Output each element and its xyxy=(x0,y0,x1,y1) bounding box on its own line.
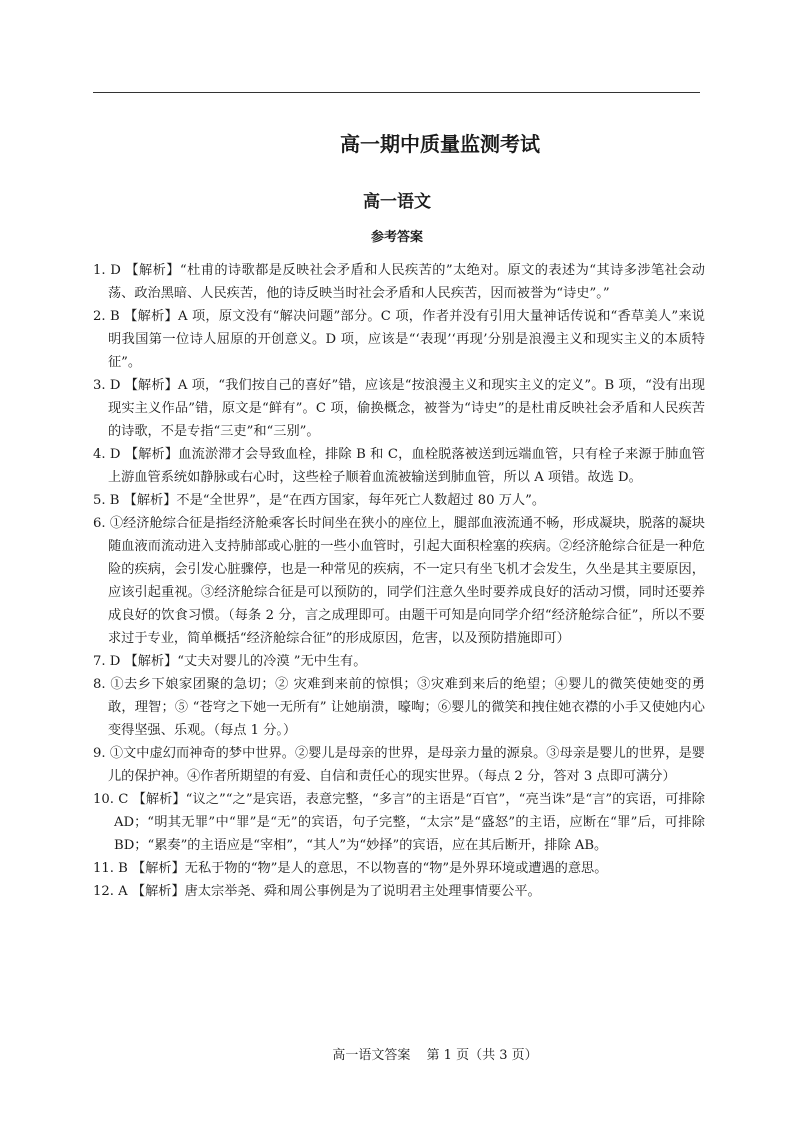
answer-item-12: 12. A 【解析】唐太宗举尧、舜和周公事例是为了说明君主处理事情要公平。 xyxy=(93,884,541,899)
answer-list xyxy=(93,259,705,903)
answer-item-10: 10. C 【解析】“议之”“之”是宾语，表意完整，“多言”的主语是“百官”，“亮当诛”是“言”的宾语，可排除 AD；“明其无罪”中“罪”是“无”的宾语，句子完整，“太宗”是“盛怒”的主语，应断在“罪”后，可排除 BD；“累奏”的主语应是“宰相”，“其人”为“妙择”的宾语，应在其后断开，排除 AB。 xyxy=(93,792,705,853)
answer-item-9: 9. ①文中虚幻而神奇的梦中世界。②婴儿是母亲的世界，是母亲力量的源泉。③母亲是婴儿的世界，是婴儿的保护神。④作者所期望的有爱、自信和责任心的现实世界。（每点 2 分，答对 3 点即可满分） xyxy=(93,746,705,784)
answer-item-5: 5. B 【解析】不是“全世界”，是“在西方国家，每年死亡人数超过 80 万人”。 xyxy=(93,493,546,508)
answer-item-1: 1. D 【解析】“杜甫的诗歌都是反映社会矛盾和人民疾苦的”太绝对。原文的表述为“其诗多涉笔社会动荡、政治黑暗、人民疾苦，他的诗反映当时社会矛盾和人民疾苦，因而被誉为“诗史”。” xyxy=(93,263,705,301)
answer-heading: 参考答案 xyxy=(370,230,423,245)
exam-title: 高一期中质量监测考试 xyxy=(340,132,540,156)
answer-item-6: 6. ①经济舱综合征是指经济舱乘客长时间坐在狭小的座位上，腿部血液流通不畅，形成凝块，脱落的凝块随血液而流动进入支持肺部或心脏的一些小血管时，引起大面积栓塞的疾病。②经济舱综合征是一种危险的疾病，会引发心脏骤停，也是一种常见的疾病，不一定只有坐飞机才会发生，久坐是其主要原因，应该引起重视。③经济舱综合征是可以预防的，同学们注意久坐时要养成良好的活动习惯，同时还要养成良好的饮食习惯。（每条 2 分，言之成理即可。由题干可知是向同学介绍“经济舱综合征”，所以不要求过于专业，简单概括“经济舱综合征”的形成原因，危害，以及预防措施即可） xyxy=(93,516,705,646)
answer-item-3: 3. D 【解析】A 项，“我们按自己的喜好”错，应该是“按浪漫主义和现实主义的定义”。B 项，“没有出现现实主义作品”错，原文是“鲜有”。C 项，偷换概念，被誉为“诗史”的是杜甫反映社会矛盾和人民疾苦的诗歌，不是专指“三吏”和“三别”。 xyxy=(93,378,705,439)
answer-item-4: 4. D 【解析】血流淤滞才会导致血栓，排除 B 和 C，血栓脱落被送到远端血管，只有栓子来源于肺血管上游血管系统如静脉或右心时，这些栓子顺着血流被输送到肺血管，所以 A 项错。故选 D。 xyxy=(93,447,705,485)
answer-item-8: 8. ①去乡下娘家团聚的急切；② 灾难到来前的惊惧；③灾难到来后的绝望；④婴儿的微笑使她变的勇敢，理智；⑤ “苍穹之下她一无所有” 让她崩溃，嚎啕；⑥婴儿的微笑和拽住她衣襟的小手又使她内心变得坚强、乐观。（每点 1 分。） xyxy=(93,677,705,738)
answer-item-7: 7. D 【解析】“丈夫对婴儿的冷漠 ”无中生有。 xyxy=(93,654,367,669)
subject-title: 高一语文 xyxy=(363,192,431,212)
answer-item-2: 2. B 【解析】A 项，原文没有“解决问题”部分。C 项，作者并没有引用大量神话传说和“香草美人”来说明我国第一位诗人屈原的开创意义。D 项，应该是“‘表现’‘再现’分别是浪漫主义和现实主义的本质特征”。 xyxy=(93,309,705,370)
header-rule xyxy=(93,92,700,93)
footer-doc-name: 高一语文答案 xyxy=(332,1048,411,1063)
answer-item-11: 11. B 【解析】无私于物的“物”是人的意思，不以物喜的“物”是外界环境或遭遇的意思。 xyxy=(93,861,608,876)
footer-page-info: 第 1 页（共 3 页） xyxy=(426,1048,538,1063)
page-footer xyxy=(0,1044,794,1063)
